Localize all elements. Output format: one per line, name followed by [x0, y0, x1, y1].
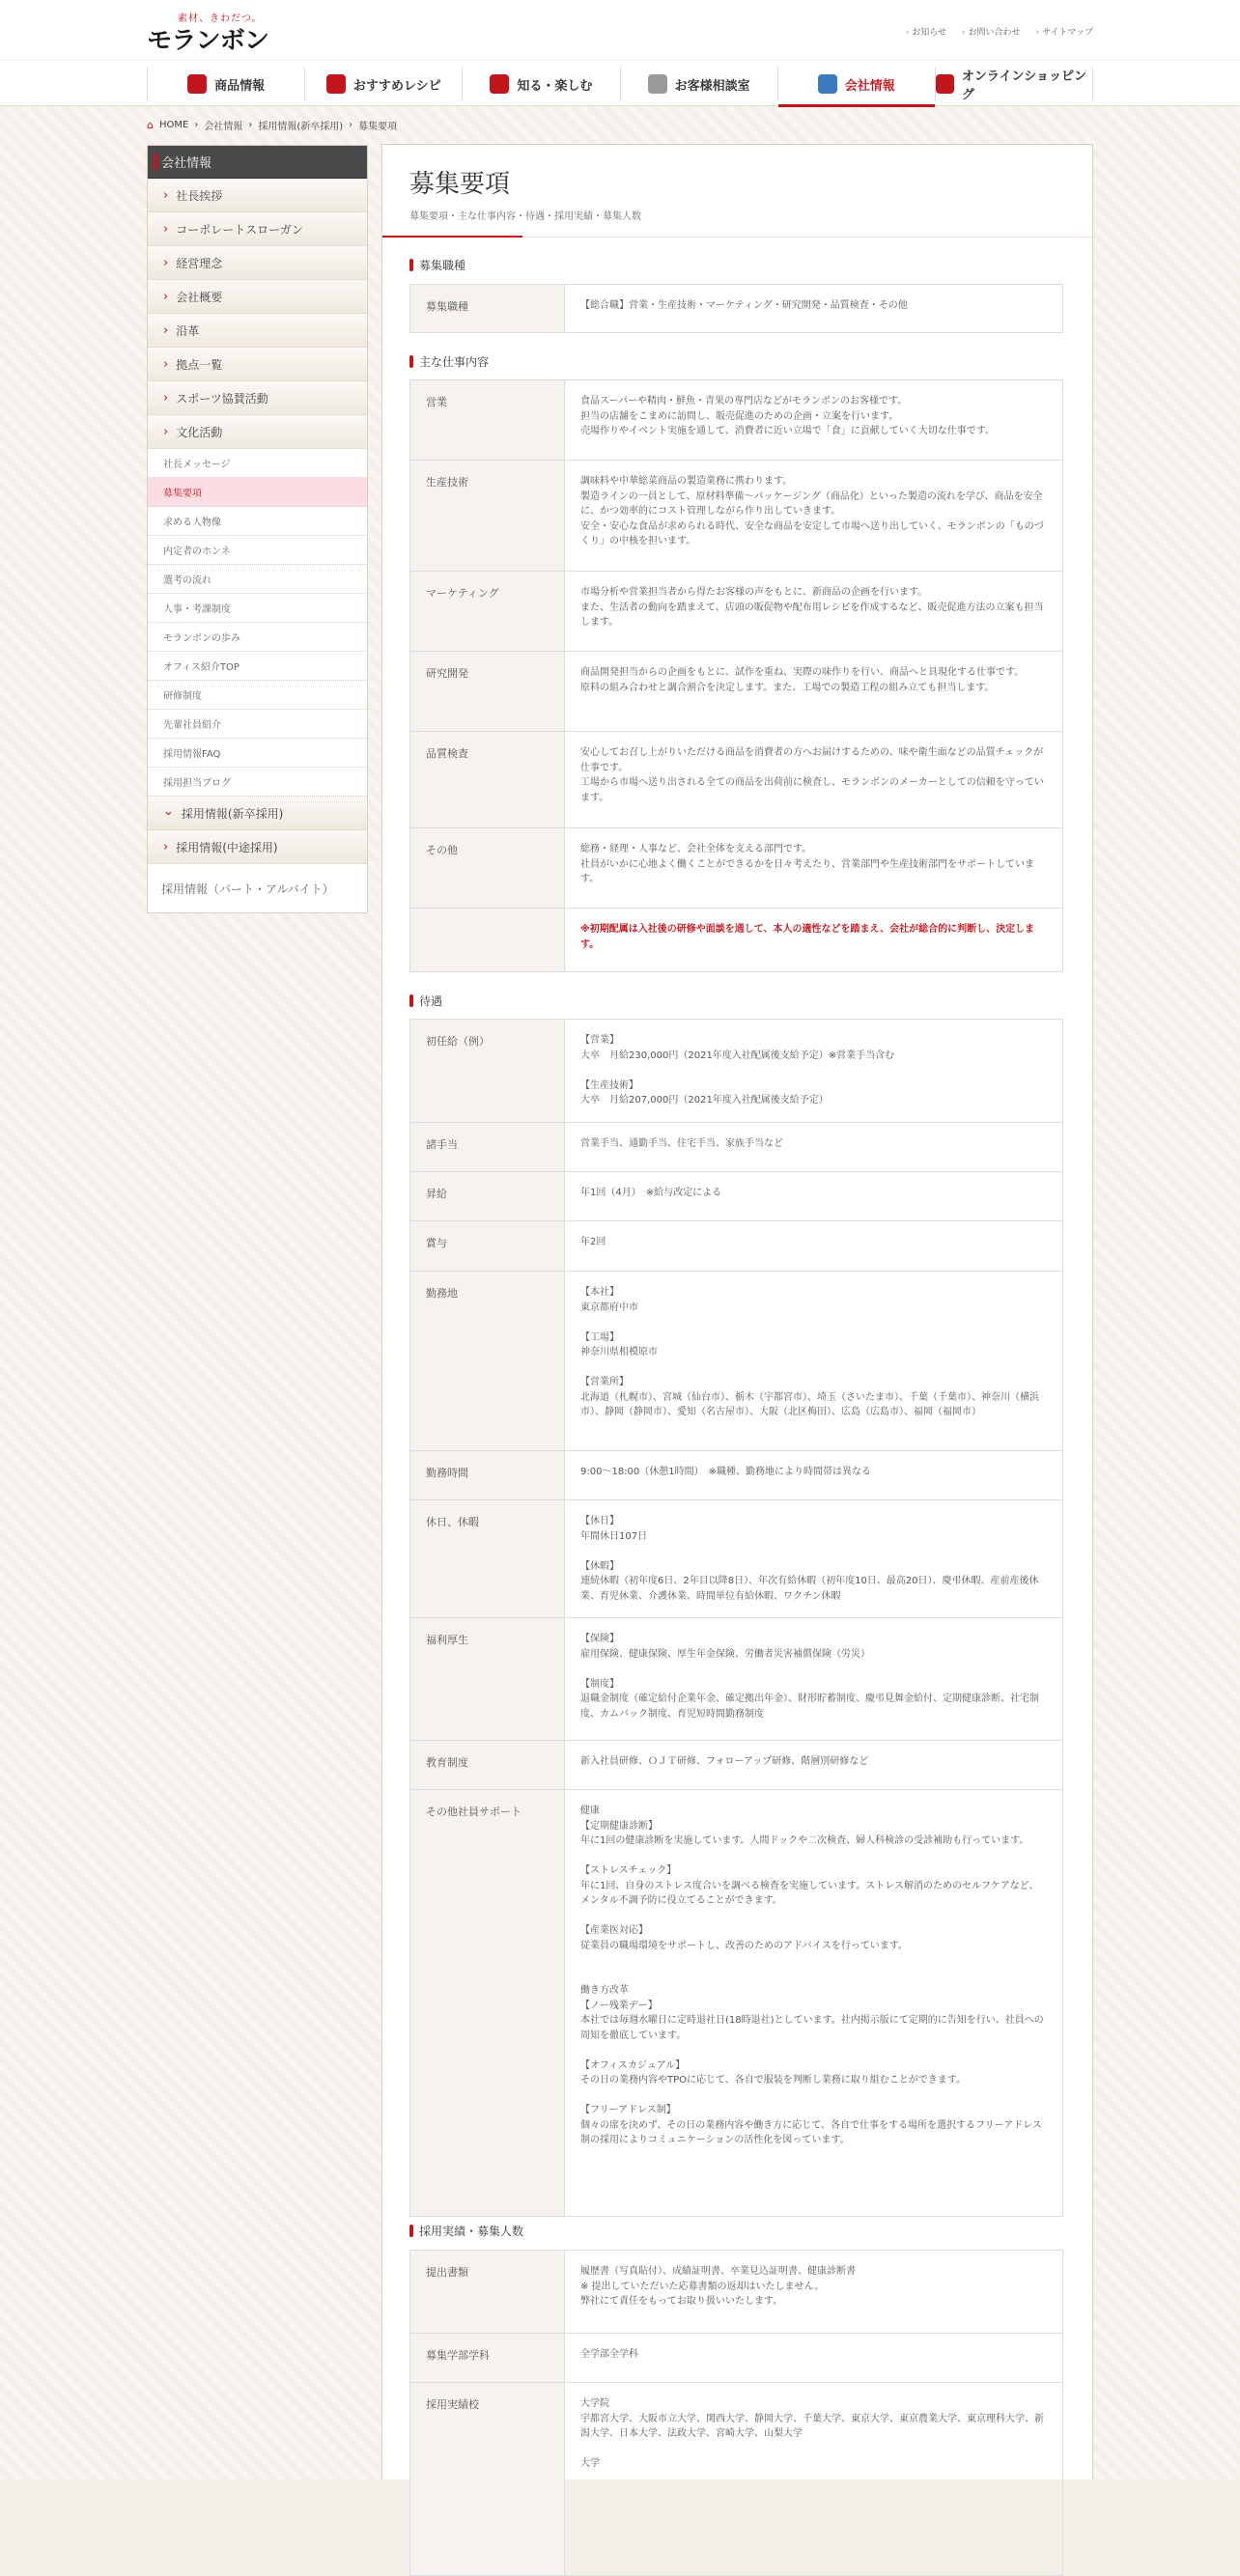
table-jobs	[409, 379, 1063, 972]
table-recruit	[409, 2250, 1063, 2576]
book-icon	[490, 74, 509, 94]
breadcrumb-current: 募集要項	[358, 122, 398, 132]
sidebar-subitem[interactable]: 研修制度	[148, 681, 367, 710]
section-heading: 主な仕事内容	[409, 353, 489, 370]
sidebar-subitem[interactable]: 採用情報FAQ	[148, 739, 367, 768]
pot-icon	[326, 74, 346, 94]
row-label: 提出書類	[410, 2251, 565, 2334]
section-heading: 募集職種	[409, 257, 465, 273]
row-value: 【総合職】営業・生産技術・マーケティング・研究開発・品質検査・その他	[565, 285, 1063, 333]
sidebar-item[interactable]: › コーポレートスローガン	[148, 212, 367, 246]
sidebar-subitem-active[interactable]: 募集要項	[148, 478, 367, 507]
row-value: 大学院 宇都宮大学、大阪市立大学、関西大学、静岡大学、千葉大学、東京大学、東京農業大学、東京理科大学、新潟大学、日本大学、法政大学、宮崎大学、山梨大学 大学	[565, 2383, 1063, 2576]
sidebar-subitem[interactable]: 社長メッセージ	[148, 449, 367, 478]
row-label: 研究開発	[410, 652, 565, 732]
utility-links	[906, 25, 1093, 38]
nav-company[interactable]: 会社情報	[777, 67, 935, 101]
sidebar-item[interactable]: › 拠点一覧	[148, 348, 367, 381]
top-header	[0, 0, 1240, 60]
table-row	[410, 828, 1063, 909]
sidebar-subitem[interactable]: 選考の流れ	[148, 565, 367, 594]
row-label: 諸手当	[410, 1123, 565, 1172]
building-icon	[818, 74, 837, 94]
sidebar-subitem[interactable]: 先輩社員紹介	[148, 710, 367, 739]
row-value: 新入社員研修、ＯＪＴ研修、フォローアップ研修、階層別研修など	[565, 1741, 1063, 1790]
sidebar-subitem[interactable]: 求める人物像	[148, 507, 367, 536]
row-value: 健康 【定期健康診断】 年に1回の健康診断を実施しています。人間ドックや二次検査、婦人科検診の受診補助も行っています。 【ストレスチェック】 年に1回、自身のストレス度合いを調べる検査を実施しています。ストレス解消のためのセルフケアなど、メンタル不調予防に役立てることができます。 【産業医対応】 従業員の職場環境をサポートし、改善のためのアドバイスを行っています。 働き方改革 【ノー残業デー】 本社では毎週水曜日に定時退社日(18時退社)としています。社内掲示版にて定期的に告知を行い、社員への周知を徹底しています。 【オフィスカジュアル】 その日の業務内容やTPOに応じて、各自で服装を判断し業務に取り組むことができます。 【フリーアドレス制】 個々の席を決めず、その日の業務内容や働き方に応じて、各自で仕事をする場所を選択するフリーアドレス制の採用によりコミュニケーションの活性化を図っています。	[565, 1790, 1063, 2217]
row-label: 品質検査	[410, 732, 565, 828]
nav-products[interactable]: 商品情報	[147, 67, 304, 101]
chat-icon	[648, 74, 667, 94]
sidebar-item[interactable]: › 沿革	[148, 314, 367, 348]
utility-link-sitemap[interactable]: › サイトマップ	[1036, 25, 1093, 38]
logo-text: モランボン	[147, 26, 269, 54]
nav-shopping[interactable]: オンラインショッピング	[935, 67, 1093, 101]
table-row	[410, 1790, 1063, 2217]
table-row	[410, 380, 1063, 461]
sidebar-item[interactable]: › 会社概要	[148, 280, 367, 314]
sidebar	[147, 145, 368, 913]
row-label: 営業	[410, 380, 565, 461]
row-value: 営業手当、通勤手当、住宅手当、家族手当など	[565, 1123, 1063, 1172]
table-positions	[409, 284, 1063, 333]
row-value: 市場分析や営業担当者から得たお客様の声をもとに、新商品の企画を行います。 また、生活者の動向を踏まえて、店頭の販促物や配布用レシピを作成するなど、販売促進方法の立案も担当します。	[565, 572, 1063, 652]
page-title: 募集要項	[409, 170, 511, 199]
row-label: 賞与	[410, 1221, 565, 1272]
home-icon: ⌂	[147, 119, 154, 131]
row-value: 【休日】 年間休日107日 【休暇】 連続休暇（初年度6日、2年目以降8日）、年次有給休暇（初年度10日、最高20日）、慶弔休暇、産前産後休業、育児休業、介護休業、時間単位有給休暇、ワクチン休暇	[565, 1500, 1063, 1618]
row-label: 教育制度	[410, 1741, 565, 1790]
sidebar-head: 会社情報	[148, 146, 367, 179]
table-row	[410, 1221, 1063, 1272]
nav-recipes[interactable]: おすすめレシピ	[304, 67, 462, 101]
nav-support[interactable]: お客様相談室	[620, 67, 777, 101]
table-row	[410, 461, 1063, 572]
row-label: 勤務時間	[410, 1451, 565, 1500]
row-value: 【保険】 雇用保険、健康保険、厚生年金保険、労働者災害補償保険（労災） 【制度】 退職金制度（確定給付企業年金、確定拠出年金）、財形貯蓄制度、慶弔見舞金給付、定期健康診断、社宅制度、カムバック制度、育児短時間勤務制度	[565, 1618, 1063, 1741]
row-value: 年1回（4月） ※給与改定による	[565, 1172, 1063, 1221]
sidebar-item-parttime[interactable]: 採用情報（パート・アルバイト）	[161, 882, 334, 896]
table-row	[410, 285, 1063, 333]
table-row	[410, 1618, 1063, 1741]
table-row	[410, 2334, 1063, 2383]
row-label: 募集学部学科	[410, 2334, 565, 2383]
sidebar-item[interactable]: › 経営理念	[148, 246, 367, 280]
sidebar-subitem[interactable]: オフィス紹介TOP	[148, 652, 367, 681]
table-row	[410, 1123, 1063, 1172]
sidebar-subitem[interactable]: モランボンの歩み	[148, 623, 367, 652]
row-label	[410, 909, 565, 972]
page-header	[382, 145, 1092, 238]
row-value: 9:00～18:00（休憩1時間） ※職種、勤務地により時間帯は異なる	[565, 1451, 1063, 1500]
row-value: ※初期配属は入社後の研修や面談を通して、本人の適性などを踏まえ、会社が総合的に判断し、決定します。	[565, 909, 1063, 972]
breadcrumb-home[interactable]: HOME	[158, 120, 189, 130]
row-label: 勤務地	[410, 1272, 565, 1451]
row-label: 生産技術	[410, 461, 565, 572]
sidebar-item[interactable]: › 社長挨拶	[148, 179, 367, 212]
breadcrumb-company[interactable]: 会社情報	[204, 122, 243, 132]
row-value: 調味料や中華総菜商品の製造業務に携わります。 製造ラインの一員として、原材料準備～パッケージング（商品化）といった製造の流れを学び、商品を安全に、かつ効率的にコスト管理しながら作り出していきます。 安全・安心な食品が求められる時代、安全な商品を安定して市場へ送り出していく、モランボンの「ものづくり」の中核を担います。	[565, 461, 1063, 572]
sidebar-item-recruit-mid[interactable]: › 採用情報(中途採用)	[148, 830, 367, 864]
table-row	[410, 909, 1063, 972]
table-benefits	[409, 1019, 1063, 2217]
row-label: 募集職種	[410, 285, 565, 333]
row-label: 休日、休暇	[410, 1500, 565, 1618]
cart-icon	[936, 74, 954, 94]
main-content	[381, 144, 1093, 2479]
sidebar-subitem[interactable]: 人事・考課制度	[148, 594, 367, 623]
table-row	[410, 732, 1063, 828]
row-label: その他	[410, 828, 565, 909]
utility-link-news[interactable]: › お知らせ	[906, 25, 946, 38]
sidebar-item-recruit-new[interactable]: ⌄ 採用情報(新卒採用)	[148, 797, 367, 830]
sidebar-item[interactable]: › 文化活動	[148, 415, 367, 449]
row-value: 食品スーパーや精肉・鮮魚・青果の専門店などがモランボンのお客様です。 担当の店舗をこまめに訪問し、販売促進のための企画・立案を行います。 売場作りやイベント実施を通して、消費者に近い立場で「食」に貢献していく大切な仕事です。	[565, 380, 1063, 461]
table-row	[410, 572, 1063, 652]
breadcrumb: ⌂ HOME › 会社情報 › 採用情報(新卒採用) › 募集要項	[147, 119, 398, 132]
row-label: マーケティング	[410, 572, 565, 652]
breadcrumb-recruit[interactable]: 採用情報(新卒採用)	[258, 122, 344, 132]
logo[interactable]	[147, 6, 282, 52]
row-label: その他社員サポート	[410, 1790, 565, 2217]
table-row	[410, 652, 1063, 732]
section-heading: 採用実績・募集人数	[409, 2223, 523, 2239]
row-value: 全学部全学科	[565, 2334, 1063, 2383]
sidebar-subitem[interactable]: 内定者のホンネ	[148, 536, 367, 565]
page-subtitle: 募集要項・主な仕事内容・待遇・採用実績・募集人数	[409, 211, 641, 222]
logo-tagline: 素材、きわだつ。	[178, 14, 263, 24]
table-row	[410, 1020, 1063, 1123]
row-value: 年2回	[565, 1221, 1063, 1272]
row-label: 初任給（例）	[410, 1020, 565, 1123]
nav-learn[interactable]: 知る・楽しむ	[462, 67, 619, 101]
sidebar-subitem[interactable]: 採用担当ブログ	[148, 768, 367, 797]
section-heading: 待遇	[409, 993, 442, 1009]
table-row	[410, 1172, 1063, 1221]
sidebar-item[interactable]: › スポーツ協賛活動	[148, 381, 367, 415]
row-value: 【営業】 大卒 月給230,000円（2021年度入社配属後支給予定）※営業手当含む 【生産技術】 大卒 月給207,000円（2021年度入社配属後支給予定）	[565, 1020, 1063, 1123]
table-row	[410, 1741, 1063, 1790]
row-value: 安心してお召し上がりいただける商品を消費者の方へお届けするための、味や衛生面などの品質チェックが仕事です。 工場から市場へ送り出される全ての商品を出荷前に検査し、モランボンのメーカーとしての信頼を守っています。	[565, 732, 1063, 828]
row-value: 商品開発担当からの企画をもとに、試作を重ね、実際の味作りを行い、商品へと具現化する仕事です。 原料の組み合わせと調合割合を決定します。また、工場での製造工程の組み立ても担当します。	[565, 652, 1063, 732]
row-label: 採用実績校	[410, 2383, 565, 2576]
table-row	[410, 1500, 1063, 1618]
row-value: 【本社】 東京都府中市 【工場】 神奈川県相模原市 【営業所】 北海道（札幌市）、宮城（仙台市）、栃木（宇都宮市）、埼玉（さいたま市）、千葉（千葉市）、神奈川（横浜市）、静岡（静岡市）、愛知（名古屋市）、大阪（北区梅田）、広島（広島市）、福岡（福岡市）	[565, 1272, 1063, 1451]
table-row	[410, 2251, 1063, 2334]
utility-link-contact[interactable]: › お問い合わせ	[962, 25, 1020, 38]
row-label: 昇給	[410, 1172, 565, 1221]
bottle-icon	[187, 74, 207, 94]
table-row	[410, 1451, 1063, 1500]
row-value: 履歴書（写真貼付）、成績証明書、卒業見込証明書、健康診断書 ※ 提出していただいた応募書類の返却はいたしません。 弊社にて責任をもってお取り扱いいたします。	[565, 2251, 1063, 2334]
global-nav	[0, 60, 1240, 106]
table-row	[410, 1272, 1063, 1451]
row-label: 福利厚生	[410, 1618, 565, 1741]
row-value: 総務・経理・人事など、会社全体を支える部門です。 社員がいかに心地よく働くことができるかを日々考えたり、営業部門や生産技術部門をサポートしています。	[565, 828, 1063, 909]
